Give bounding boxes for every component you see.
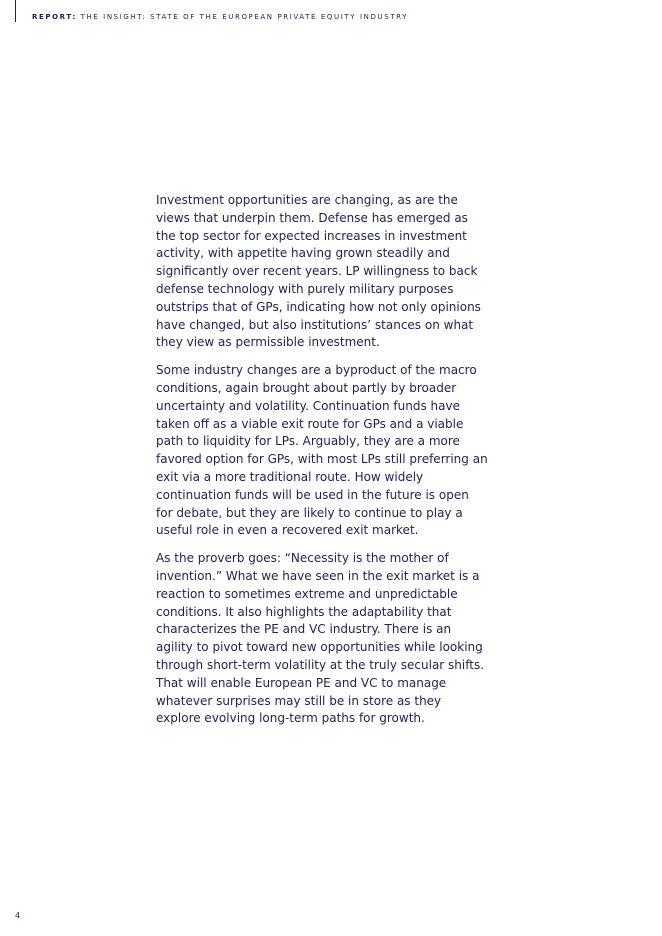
page-number: 4 <box>15 911 21 920</box>
header-label: REPORT: <box>32 13 77 21</box>
paragraph-1: Investment opportunities are changing, as are the views that underpin them. Defense has emerged as the top sector for expected increases in investment activity, with appetite having grown steadily and significantly over recent years. LP willingness to back defense technology with purely military purposes outstrips that of GPs, indicating how not only opinions have changed, but also institutions’ stances on what they view as permissible investment. <box>156 193 481 350</box>
paragraph-2: Some industry changes are a byproduct of the macro conditions, again brought about partly by broader uncertainty and volatility. Continuation funds have taken off as a viable exit route for GPs and a viable path to liquidity for LPs. Arguably, they are a more favored option for GPs, with most LPs still preferring an exit via a more traditional route. How widely continuation funds will be used in the future is open for debate, but they are likely to continue to play a useful role in even a recovered exit market. <box>156 363 488 538</box>
header-divider <box>15 0 16 22</box>
running-header <box>32 13 408 22</box>
paragraph-3: As the proverb goes: “Necessity is the mother of invention.” What we have seen in the exit market is a reaction to sometimes extreme and unpredictable conditions. It also highlights the adaptability that characterizes the PE and VC industry. There is an agility to pivot toward new opportunities while looking through short-term volatility at the truly secular shifts. That will enable European PE and VC to manage whatever surprises may still be in store as they explore evolving long-term paths for growth. <box>156 551 485 726</box>
body-text <box>156 192 488 738</box>
header-title: THE INSIGHT: STATE OF THE EUROPEAN PRIVATE EQUITY INDUSTRY <box>80 13 409 21</box>
